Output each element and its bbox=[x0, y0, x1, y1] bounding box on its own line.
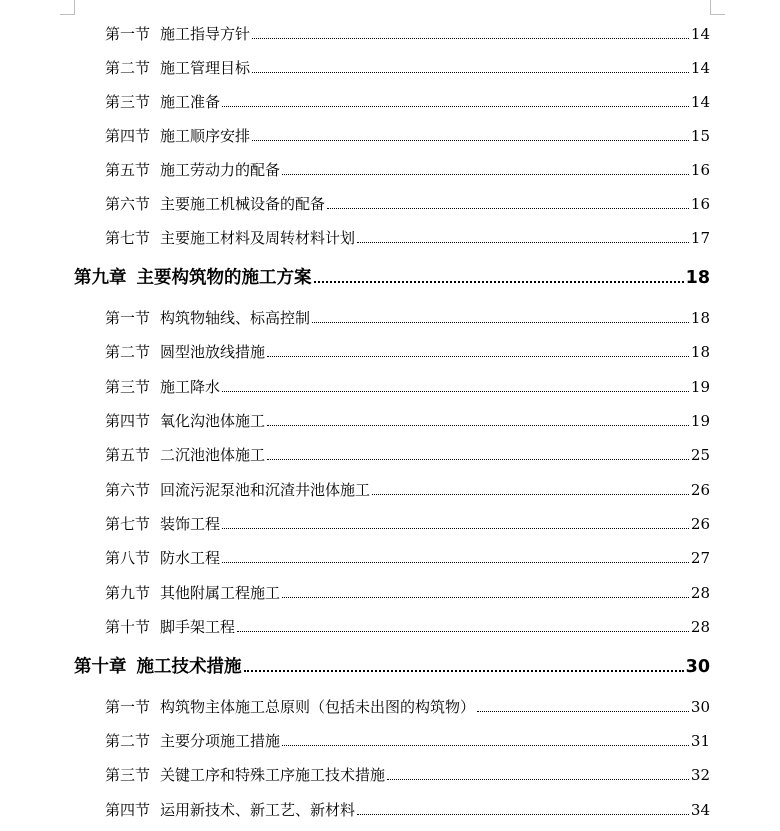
toc-section-title: 关键工序和特殊工序施工技术措施 bbox=[160, 766, 386, 784]
toc-page-number: 16 bbox=[690, 195, 710, 213]
toc-section-row[interactable] bbox=[105, 800, 710, 820]
toc-section-title: 氧化沟池体施工 bbox=[160, 412, 266, 430]
toc-section-number: 第三节 bbox=[105, 378, 151, 396]
toc-section-row[interactable] bbox=[105, 24, 710, 44]
toc-dot-leader bbox=[244, 669, 684, 672]
toc-page-number: 34 bbox=[690, 801, 710, 819]
toc-chapter-number: 第九章 bbox=[74, 268, 127, 288]
toc-dot-leader bbox=[222, 390, 689, 392]
toc-section-title: 脚手架工程 bbox=[160, 618, 236, 636]
toc-section-title: 施工管理目标 bbox=[160, 59, 251, 77]
toc-page-number: 32 bbox=[690, 766, 710, 784]
toc-section-number: 第七节 bbox=[105, 229, 151, 247]
toc-dot-leader bbox=[222, 105, 689, 107]
toc-section-row[interactable] bbox=[105, 342, 710, 362]
toc-chapter-number: 第十章 bbox=[74, 657, 127, 677]
toc-dot-leader bbox=[282, 173, 689, 175]
toc-section-title: 施工劳动力的配备 bbox=[160, 161, 281, 179]
toc-section-number: 第四节 bbox=[105, 412, 151, 430]
toc-section-number: 第六节 bbox=[105, 195, 151, 213]
toc-section-title: 二沉池池体施工 bbox=[160, 446, 266, 464]
toc-section-row[interactable] bbox=[105, 58, 710, 78]
toc-dot-leader bbox=[222, 527, 689, 529]
toc-chapter-row[interactable] bbox=[74, 657, 710, 677]
toc-page-number: 15 bbox=[690, 127, 710, 145]
toc-section-number: 第四节 bbox=[105, 801, 151, 819]
toc-section-title: 构筑物主体施工总原则（包括未出图的构筑物） bbox=[160, 698, 476, 716]
toc-section-number: 第九节 bbox=[105, 584, 151, 602]
toc-section-row[interactable] bbox=[105, 411, 710, 431]
toc-section-title: 主要施工机械设备的配备 bbox=[160, 195, 326, 213]
toc-chapter-title: 施工技术措施 bbox=[136, 657, 242, 677]
toc-section-row[interactable] bbox=[105, 617, 710, 637]
toc-dot-leader bbox=[477, 710, 689, 712]
page-corner-mark-left bbox=[60, 0, 75, 15]
toc-page-number: 26 bbox=[690, 481, 710, 499]
toc-dot-leader bbox=[312, 321, 689, 323]
toc-section-number: 第二节 bbox=[105, 732, 151, 750]
toc-page-number: 14 bbox=[690, 93, 710, 111]
toc-section-row[interactable] bbox=[105, 377, 710, 397]
toc-dot-leader bbox=[267, 424, 689, 426]
toc-page-number: 19 bbox=[690, 412, 710, 430]
toc-section-number: 第二节 bbox=[105, 59, 151, 77]
toc-section-title: 运用新技术、新工艺、新材料 bbox=[160, 801, 356, 819]
toc-section-number: 第一节 bbox=[105, 309, 151, 327]
toc-page-number: 30 bbox=[690, 698, 710, 716]
toc-section-title: 圆型池放线措施 bbox=[160, 343, 266, 361]
toc-page-number: 18 bbox=[690, 343, 710, 361]
toc-section-row[interactable] bbox=[105, 548, 710, 568]
toc-section-row[interactable] bbox=[105, 583, 710, 603]
toc-dot-leader bbox=[327, 207, 689, 209]
toc-page-number: 30 bbox=[685, 657, 710, 677]
toc-section-number: 第二节 bbox=[105, 343, 151, 361]
toc-dot-leader bbox=[357, 241, 689, 243]
toc-dot-leader bbox=[267, 458, 689, 460]
toc-page-number: 27 bbox=[690, 549, 710, 567]
toc-page-number: 26 bbox=[690, 515, 710, 533]
toc-dot-leader bbox=[252, 139, 689, 141]
toc-section-row[interactable] bbox=[105, 765, 710, 785]
toc-section-number: 第八节 bbox=[105, 549, 151, 567]
toc-section-title: 装饰工程 bbox=[160, 515, 221, 533]
toc-section-title: 施工准备 bbox=[160, 93, 221, 111]
toc-dot-leader bbox=[372, 493, 689, 495]
toc-section-row[interactable] bbox=[105, 126, 710, 146]
toc-section-number: 第五节 bbox=[105, 446, 151, 464]
toc-dot-leader bbox=[282, 744, 689, 746]
toc-page-number: 25 bbox=[690, 446, 710, 464]
toc-section-row[interactable] bbox=[105, 445, 710, 465]
toc-page-number: 28 bbox=[690, 584, 710, 602]
toc-section-number: 第一节 bbox=[105, 25, 151, 43]
toc-section-row[interactable] bbox=[105, 731, 710, 751]
toc-dot-leader bbox=[357, 813, 689, 815]
toc-chapter-row[interactable] bbox=[74, 268, 710, 288]
toc-dot-leader bbox=[252, 37, 689, 39]
toc-section-row[interactable] bbox=[105, 92, 710, 112]
toc-section-number: 第三节 bbox=[105, 766, 151, 784]
toc-section-row[interactable] bbox=[105, 308, 710, 328]
toc-dot-leader bbox=[237, 630, 689, 632]
toc-section-title: 防水工程 bbox=[160, 549, 221, 567]
toc-section-title: 主要施工材料及周转材料计划 bbox=[160, 229, 356, 247]
toc-page-number: 17 bbox=[690, 229, 710, 247]
toc-section-row[interactable] bbox=[105, 480, 710, 500]
toc-section-number: 第三节 bbox=[105, 93, 151, 111]
toc-dot-leader bbox=[267, 355, 689, 357]
toc-section-number: 第五节 bbox=[105, 161, 151, 179]
toc-section-number: 第四节 bbox=[105, 127, 151, 145]
toc-section-title: 施工降水 bbox=[160, 378, 221, 396]
toc-page-number: 18 bbox=[690, 309, 710, 327]
toc-dot-leader bbox=[222, 561, 689, 563]
toc-page-number: 31 bbox=[690, 732, 710, 750]
toc-page-number: 28 bbox=[690, 618, 710, 636]
toc-dot-leader bbox=[282, 596, 689, 598]
toc-page-number: 18 bbox=[685, 268, 710, 288]
toc-section-number: 第十节 bbox=[105, 618, 151, 636]
page-corner-mark-right bbox=[710, 0, 725, 15]
toc-dot-leader bbox=[387, 778, 689, 780]
toc-section-title: 构筑物轴线、标高控制 bbox=[160, 309, 311, 327]
toc-section-title: 回流污泥泵池和沉渣井池体施工 bbox=[160, 481, 371, 499]
toc-page-number: 14 bbox=[690, 59, 710, 77]
toc-section-row[interactable] bbox=[105, 160, 710, 180]
toc-section-number: 第六节 bbox=[105, 481, 151, 499]
toc-section-title: 主要分项施工措施 bbox=[160, 732, 281, 750]
toc-section-row[interactable] bbox=[105, 514, 710, 534]
toc-section-number: 第七节 bbox=[105, 515, 151, 533]
toc-page-number: 16 bbox=[690, 161, 710, 179]
toc-section-title: 施工指导方针 bbox=[160, 25, 251, 43]
toc-section-number: 第一节 bbox=[105, 698, 151, 716]
toc-section-row[interactable] bbox=[105, 228, 710, 248]
toc-section-row[interactable] bbox=[105, 697, 710, 717]
toc-page-number: 19 bbox=[690, 378, 710, 396]
toc-page-number: 14 bbox=[690, 25, 710, 43]
toc-dot-leader bbox=[314, 280, 684, 283]
toc-section-title: 施工顺序安排 bbox=[160, 127, 251, 145]
toc-chapter-title: 主要构筑物的施工方案 bbox=[136, 268, 312, 288]
toc-section-title: 其他附属工程施工 bbox=[160, 584, 281, 602]
toc-section-row[interactable] bbox=[105, 194, 710, 214]
toc-dot-leader bbox=[252, 71, 689, 73]
